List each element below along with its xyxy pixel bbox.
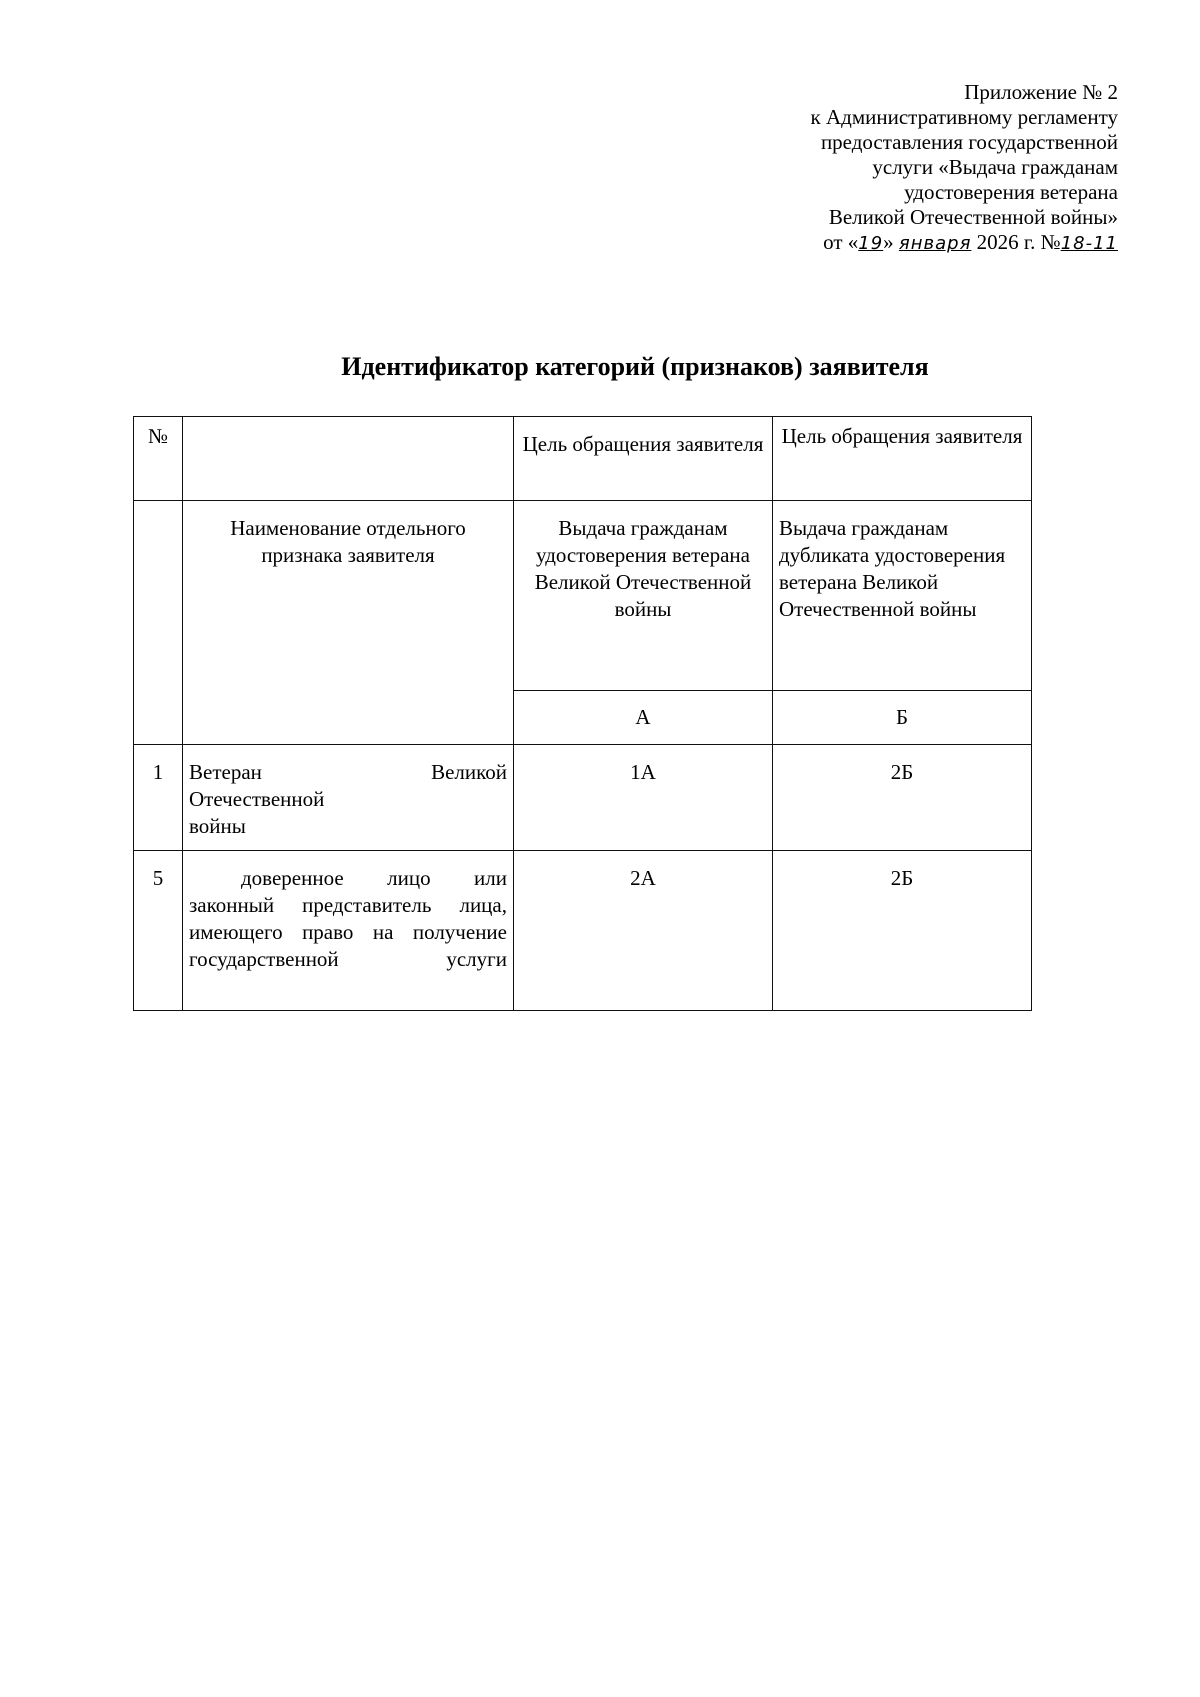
appendix-line: услуги «Выдача гражданам: [872, 155, 1118, 179]
header-purpose-a: Цель обращения заявителя: [514, 417, 773, 501]
year-and-number-prefix: 2026 г. №: [976, 230, 1061, 254]
page-title: Идентификатор категорий (признаков) заявителя: [341, 352, 929, 381]
table-row: [134, 851, 1032, 1011]
row-feature-rest: Отечественной войны: [189, 787, 325, 838]
appendix-line: предоставления государственной: [820, 130, 1118, 154]
header-feature-name: Наименование отдельного признака заявителя: [183, 501, 514, 745]
applicant-category-table: [133, 416, 1032, 1011]
appendix-line: к Административному регламенту: [810, 105, 1118, 129]
header-code-b: Б: [773, 691, 1032, 745]
row-feature: доверенное лицо или законный представитель лица, имеющего право на получение государственной услуги: [183, 851, 514, 1011]
row-feature: [183, 745, 514, 851]
table-header-row: [134, 417, 1032, 501]
header-code-a: А: [514, 691, 773, 745]
header-num: №: [134, 417, 183, 501]
appendix-line: Приложение № 2: [964, 80, 1118, 104]
table-row: [134, 745, 1032, 851]
header-num-empty: [134, 501, 183, 745]
row-code-a: 1А: [514, 745, 773, 851]
appendix-date-line: от «19» января 2026 г. №18-11: [823, 230, 1118, 254]
row-code-b: 2Б: [773, 745, 1032, 851]
row-feature-word: Великой: [431, 760, 507, 784]
table-header-row: [134, 501, 1032, 691]
header-empty: [183, 417, 514, 501]
handwritten-day: 19: [858, 233, 884, 254]
header-service-a: Выдача гражданам удостоверения ветерана Великой Отечественной войны: [514, 501, 773, 691]
appendix-header: [811, 80, 1118, 256]
row-feature-word: Ветеран: [189, 760, 262, 784]
date-prefix: от «: [823, 230, 859, 254]
row-num: 5: [134, 851, 183, 1011]
appendix-line: удостоверения ветерана: [904, 180, 1118, 204]
handwritten-number: 18-11: [1060, 233, 1118, 254]
handwritten-month: января: [898, 233, 972, 254]
row-code-a: 2А: [514, 851, 773, 1011]
row-code-b: 2Б: [773, 851, 1032, 1011]
appendix-line: Великой Отечественной войны»: [828, 205, 1118, 229]
header-service-b: Выдача гражданам дубликата удостоверения ветерана Великой Отечественной войны: [773, 501, 1032, 691]
header-purpose-b: Цель обращения заявителя: [773, 417, 1032, 501]
row-num: 1: [134, 745, 183, 851]
